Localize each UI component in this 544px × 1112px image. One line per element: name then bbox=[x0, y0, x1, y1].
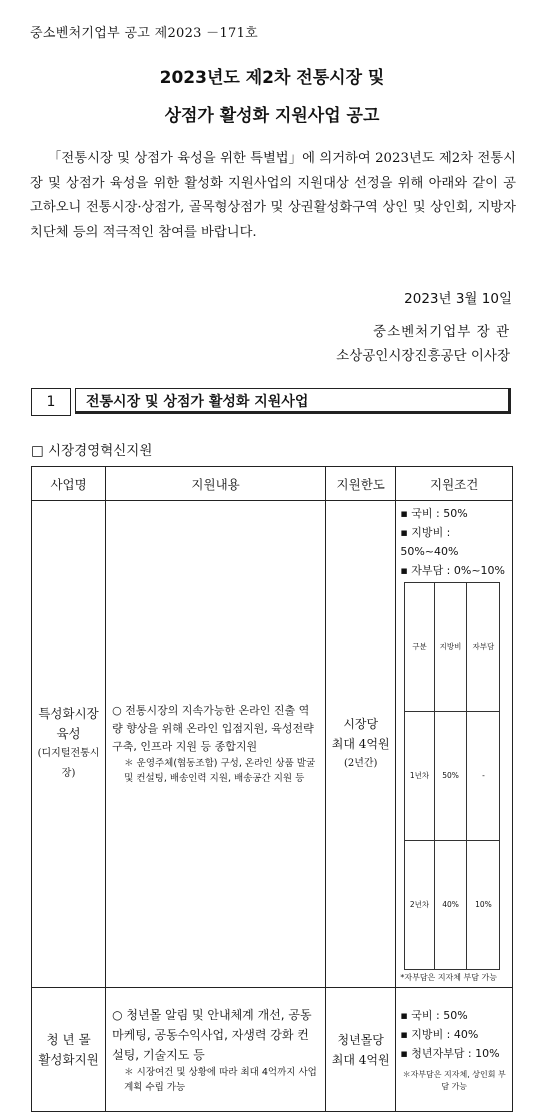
condition-note: *자부담은 지자체 부담 가능 bbox=[400, 973, 497, 982]
header-content: 지원내용 bbox=[106, 467, 326, 501]
section-title: 전통시장 및 상점가 활성화 지원사업 bbox=[75, 388, 511, 414]
condition-self: ▪ 청년자부담 : 10% bbox=[400, 1047, 500, 1060]
signer-agency: 소상공인시장진흥공단 이사장 bbox=[336, 348, 510, 364]
program-name: 청 년 몰 bbox=[46, 1031, 91, 1047]
condition-self: ▪ 자부담 : 0%~10% bbox=[400, 564, 506, 577]
table-header-row bbox=[32, 467, 513, 501]
limit-period: (2년간) bbox=[343, 758, 378, 769]
mini-cell: 2년차 bbox=[405, 841, 434, 970]
section-number: 1 bbox=[31, 388, 71, 416]
header-program: 사업명 bbox=[32, 467, 106, 501]
mini-cell: 50% bbox=[434, 712, 467, 841]
content-note: ＊ 운영주체(협동조합) 구성, 온라인 상품 발굴 및 컨설팅, 배송인력 지원, 배송공간 지원 등 bbox=[124, 758, 316, 784]
mini-header: 지방비 bbox=[434, 583, 467, 712]
program-subname: (디지털전통시장) bbox=[37, 748, 100, 779]
condition-national: ▪ 국비 : 50% bbox=[400, 1009, 468, 1022]
header-limit: 지원한도 bbox=[326, 467, 396, 501]
mini-cell: 40% bbox=[434, 841, 467, 970]
program-name-cell bbox=[32, 501, 106, 988]
condition-local: ▪ 지방비 : 50%~40% bbox=[400, 526, 459, 558]
header-condition: 지원조건 bbox=[396, 467, 513, 501]
content-cell bbox=[106, 501, 326, 988]
content-cell bbox=[106, 988, 326, 1112]
support-table bbox=[31, 466, 513, 1112]
page-title-line1: 2023년도 제2차 전통시장 및 bbox=[159, 68, 385, 88]
mini-header: 자부담 bbox=[467, 583, 500, 712]
table-row bbox=[32, 988, 513, 1112]
subsection-title: □ 시장경영혁신지원 bbox=[31, 443, 153, 459]
condition-cell bbox=[396, 988, 513, 1112]
section-header bbox=[31, 388, 513, 416]
condition-cell bbox=[396, 501, 513, 988]
limit-text: 청년몰당 bbox=[337, 1032, 384, 1047]
condition-national: ▪ 국비 : 50% bbox=[400, 507, 468, 520]
program-name: 특성화시장 bbox=[38, 706, 99, 721]
mini-cell: 10% bbox=[467, 841, 500, 970]
announcement-body: 「전통시장 및 상점가 육성을 위한 특별법」에 의거하여 2023년도 제2차 전통시장 및 상점가 육성을 위한 활성화 지원사업의 지원대상 선정을 위해 아래와 같이 공고하오니 전통시장·상점가, 골목형상점가 및 상권활성화구역 상인 및 상인회, 지방자치단체 등의 적극적인 참여를 바랍니다. bbox=[30, 151, 516, 240]
limit-text: 최대 4억원 bbox=[331, 737, 390, 751]
signer-ministry: 중소벤처기업부 장 관 bbox=[373, 324, 510, 340]
table-row bbox=[32, 501, 513, 988]
announcement-date: 2023년 3월 10일 bbox=[404, 291, 512, 307]
limit-cell bbox=[326, 501, 396, 988]
program-name: 육성 bbox=[56, 726, 81, 741]
content-text: ○ 전통시장의 지속가능한 온라인 진출 역량 향상을 위해 온라인 입점지원, 육성전략 구축, 인프라 지원 등 종합지원 bbox=[112, 704, 314, 753]
limit-text: 최대 4억원 bbox=[331, 1052, 390, 1067]
program-name: 활성화지원 bbox=[38, 1051, 99, 1067]
limit-cell bbox=[326, 988, 396, 1112]
page-title-line2: 상점가 활성화 지원사업 공고 bbox=[164, 106, 380, 126]
program-name-cell bbox=[32, 988, 106, 1112]
document-number: 중소벤처기업부 공고 제2023 －171호 bbox=[30, 26, 259, 41]
limit-text: 시장당 bbox=[343, 717, 379, 731]
condition-local: ▪ 지방비 : 40% bbox=[400, 1028, 479, 1041]
condition-note: ＊자부담은 지자체, 상인회 부담 가능 bbox=[402, 1070, 506, 1091]
mini-header: 구분 bbox=[405, 583, 434, 712]
content-text: ○ 청년몰 알림 및 안내체계 개선, 공동마케팅, 공동수익사업, 자생력 강화 컨설팅, 기술지도 등 bbox=[112, 1007, 312, 1062]
ratio-mini-table bbox=[404, 582, 500, 970]
mini-cell: - bbox=[467, 712, 500, 841]
mini-cell: 1년차 bbox=[405, 712, 434, 841]
content-note: ＊ 시장여건 및 상황에 따라 최대 4억까지 사업계획 수립 가능 bbox=[124, 1066, 317, 1093]
